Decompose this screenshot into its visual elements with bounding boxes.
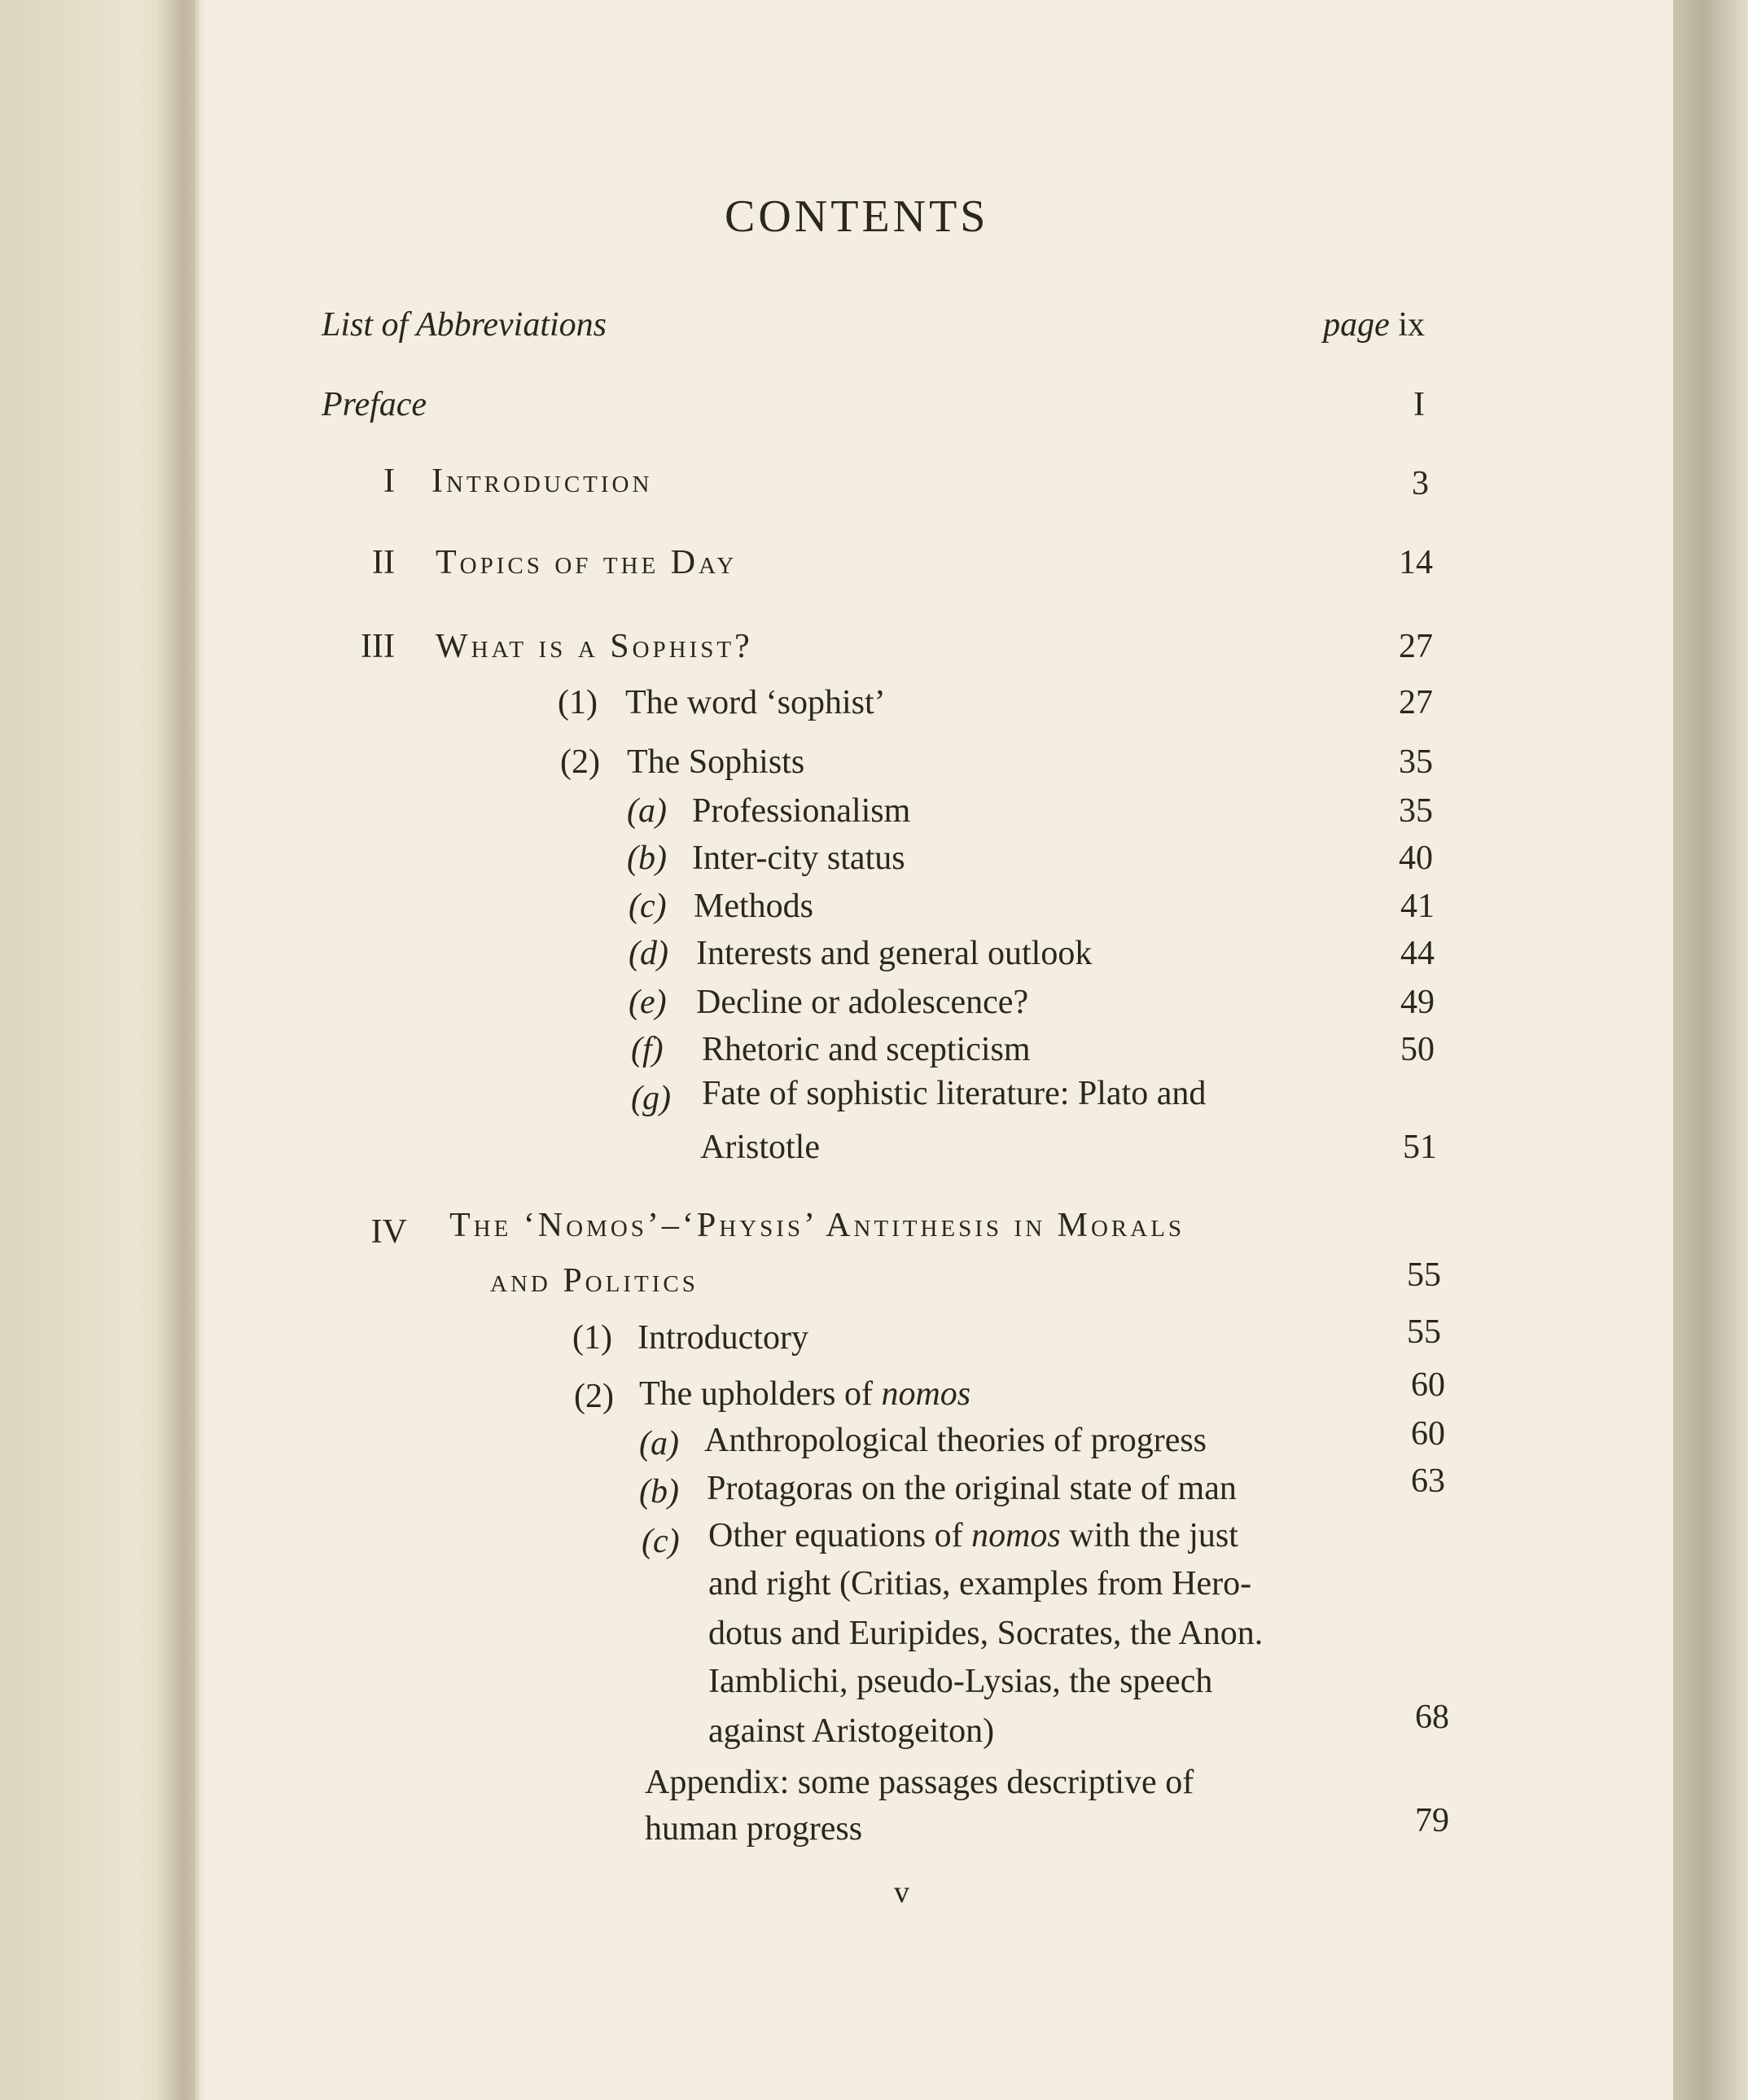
subsection-title-line: Fate of sophistic literature: Plato and xyxy=(702,1075,1207,1112)
subsection-title-line: Iamblichi, pseudo-Lysias, the speech xyxy=(708,1663,1213,1700)
subsection-letter: (a) xyxy=(627,792,667,830)
section-title: The word ‘sophist’ xyxy=(625,684,886,721)
subsection-page: 51 xyxy=(1403,1129,1437,1166)
book-gutter xyxy=(156,0,205,2100)
appendix-title-line: Appendix: some passages descriptive of xyxy=(645,1764,1194,1801)
section-title: Introductory xyxy=(637,1319,808,1357)
subsection-title: Methods xyxy=(694,888,813,925)
chapter-page: 14 xyxy=(1399,544,1433,581)
page-folio: v xyxy=(894,1875,909,1909)
subsection-title: Anthropological theories of progress xyxy=(704,1422,1207,1459)
subsection-page: 40 xyxy=(1399,840,1433,877)
subsection-page: 35 xyxy=(1399,792,1433,830)
subsection-page: 50 xyxy=(1400,1031,1435,1068)
subsection-page: 63 xyxy=(1411,1462,1445,1500)
subsection-letter: (f) xyxy=(631,1031,664,1068)
chapter-number: IV xyxy=(370,1213,407,1251)
subsection-title: Interests and general outlook xyxy=(696,935,1093,972)
toc-page-preface: I xyxy=(1413,386,1425,423)
subsection-page: 41 xyxy=(1400,888,1435,925)
chapter-title-line: and Politics xyxy=(490,1262,699,1300)
subsection-letter: (c) xyxy=(629,888,667,925)
subsection-title: Professionalism xyxy=(692,792,911,830)
subsection-page: 60 xyxy=(1411,1415,1445,1453)
appendix-page: 79 xyxy=(1415,1802,1449,1839)
chapter-number: II xyxy=(372,544,395,581)
subsection-title: Rhetoric and scepticism xyxy=(702,1031,1031,1068)
subsection-title-line: dotus and Euripides, Socrates, the Anon. xyxy=(708,1615,1264,1652)
section-number: (1) xyxy=(572,1319,612,1357)
subsection-title: Decline or adolescence? xyxy=(696,984,1029,1021)
chapter-title: Introduction xyxy=(432,463,653,500)
section-title: The upholders of nomos xyxy=(639,1375,971,1413)
page-title: CONTENTS xyxy=(725,191,989,242)
chapter-page: 3 xyxy=(1412,465,1429,502)
subsection-title-line: against Aristogeiton) xyxy=(708,1712,995,1750)
subsection-letter: (c) xyxy=(642,1523,680,1560)
subsection-title-line: Aristotle xyxy=(700,1129,820,1166)
section-page: 55 xyxy=(1407,1313,1441,1351)
chapter-title: What is a Sophist? xyxy=(436,628,753,665)
subsection-letter: (e) xyxy=(629,984,667,1021)
subsection-page: 44 xyxy=(1400,935,1435,972)
page-edge xyxy=(1673,0,1748,2100)
section-page: 27 xyxy=(1399,684,1433,721)
appendix-title-line: human progress xyxy=(645,1810,863,1848)
chapter-number: I xyxy=(383,463,395,500)
subsection-letter: (b) xyxy=(627,840,667,877)
section-page: 60 xyxy=(1411,1366,1445,1404)
section-page: 35 xyxy=(1399,743,1433,781)
section-number: (2) xyxy=(560,743,600,781)
section-number: (1) xyxy=(558,684,598,721)
chapter-title: Topics of the Day xyxy=(436,544,738,581)
subsection-letter: (a) xyxy=(639,1425,679,1462)
chapter-page: 55 xyxy=(1407,1256,1441,1294)
toc-entry-abbreviations: List of Abbreviations xyxy=(322,306,607,344)
toc-page-abbreviations: page ix xyxy=(1323,306,1425,344)
subsection-title: Inter-city status xyxy=(692,840,905,877)
subsection-page: 49 xyxy=(1400,984,1435,1021)
subsection-title-line: Other equations of nomos with the just xyxy=(708,1517,1238,1554)
chapter-number: III xyxy=(361,628,395,665)
subsection-title: Protagoras on the original state of man xyxy=(707,1470,1237,1507)
section-number: (2) xyxy=(574,1378,614,1415)
subsection-letter: (b) xyxy=(639,1473,679,1510)
section-title: The Sophists xyxy=(627,743,805,781)
subsection-page: 68 xyxy=(1415,1699,1449,1736)
chapter-page: 27 xyxy=(1399,628,1433,665)
subsection-letter: (g) xyxy=(631,1080,671,1117)
subsection-letter: (d) xyxy=(629,935,668,972)
toc-entry-preface: Preface xyxy=(322,386,427,423)
chapter-title-line: The ‘Nomos’–‘Physis’ Antithesis in Morals xyxy=(449,1207,1185,1244)
subsection-title-line: and right (Critias, examples from Hero- xyxy=(708,1565,1252,1602)
